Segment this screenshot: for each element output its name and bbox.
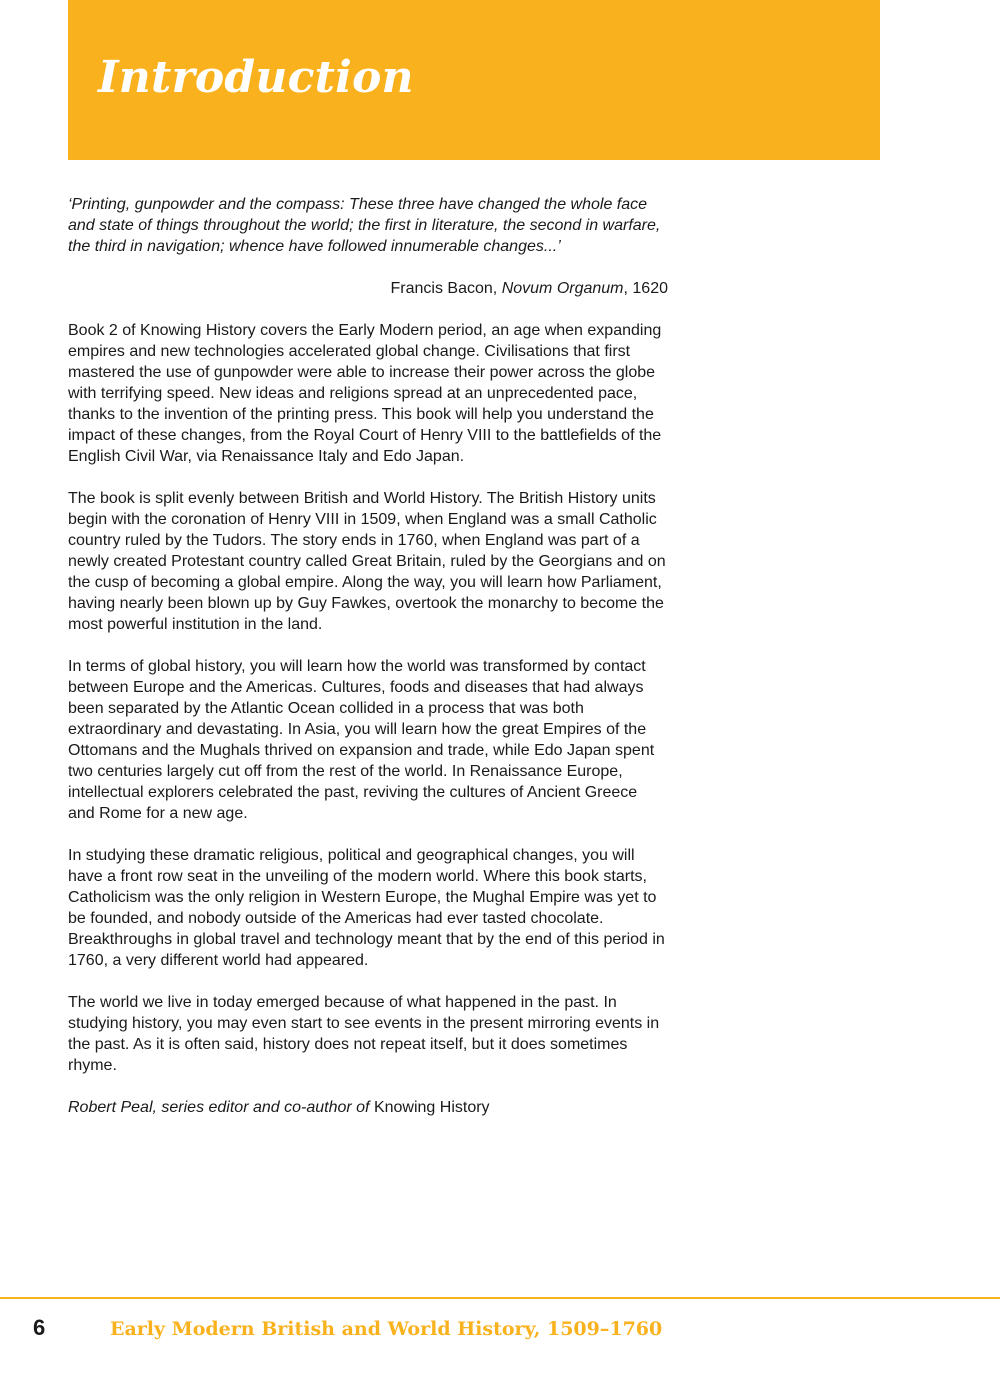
body-paragraph: The world we live in today emerged because of what happened in the past. In studying history, you may even start to see events in the present mirroring events in the past. As it is often said, history does not repeat itself, but it does sometimes rhyme. — [68, 994, 660, 1074]
page-title: Introduction — [98, 52, 414, 103]
body-paragraph: In studying these dramatic religious, political and geographical changes, you will have a front row seat in the unveiling of the modern world. Where this book starts, Catholicism was the only religion in Western Europe, the Mughal Empire was yet to be founded, and nobody outside of the Americas had ever tasted chocolate. Breakthroughs in global travel and technology meant that by the end of this period in 1760, a very different world had appeared. — [68, 847, 665, 969]
signature-book-title: Knowing History — [373, 1099, 490, 1116]
body-paragraph: The book is split evenly between British and World History. The British History units begin with the coronation of Henry VIII in 1509, when England was a small Catholic country ruled by the Tudors. The story ends in 1760, when England was part of a newly created Protestant country called Great Britain, ruled by the Georgians and on the cusp of becoming a global empire. Along the way, you will learn how Parliament, having nearly been blown up by Guy Fawkes, overtook the monarchy to become the most powerful institution in the land. — [68, 490, 666, 633]
quote-author: Francis Bacon, — [390, 280, 502, 297]
epigraph-quote: ‘Printing, gunpowder and the compass: These three have changed the whole face and state of things throughout the world; the first in literature, the second in warfare, the third in navigation; whence have followed innumerable changes...’ — [68, 196, 661, 255]
signature-name: Robert Peal, series editor and co-author of — [68, 1099, 374, 1116]
page-number: 6 — [33, 1315, 46, 1340]
main-content — [68, 194, 668, 1118]
quote-attribution — [68, 278, 668, 299]
quote-work: Novum Organum — [501, 280, 624, 297]
running-footer-title: Early Modern British and World History, 1509–1760 — [110, 1318, 663, 1340]
footer-divider — [0, 1297, 1000, 1299]
header-band — [68, 0, 880, 160]
body-paragraph: In terms of global history, you will learn how the world was transformed by contact between Europe and the Americas. Cultures, foods and diseases that had always been separated by the Atlantic Ocean collided in a process that was both extraordinary and devastating. In Asia, you will learn how the great Empires of the Ottomans and the Mughals thrived on expansion and trade, while Edo Japan spent two centuries largely cut off from the rest of the world. In Renaissance Europe, intellectual explorers celebrated the past, reviving the cultures of Ancient Greece and Rome for a new age. — [68, 658, 655, 822]
author-signature — [68, 1097, 668, 1118]
body-paragraph: Book 2 of Knowing History covers the Early Modern period, an age when expanding empires and new technologies accelerated global change. Civilisations that first mastered the use of gunpowder were able to increase their power across the globe with terrifying speed. New ideas and religions spread at an unprecedented pace, thanks to the invention of the printing press. This book will help you understand the impact of these changes, from the Royal Court of Henry VIII to the battlefields of the English Civil War, via Renaissance Italy and Edo Japan. — [68, 322, 662, 465]
quote-year: , 1620 — [623, 280, 668, 297]
